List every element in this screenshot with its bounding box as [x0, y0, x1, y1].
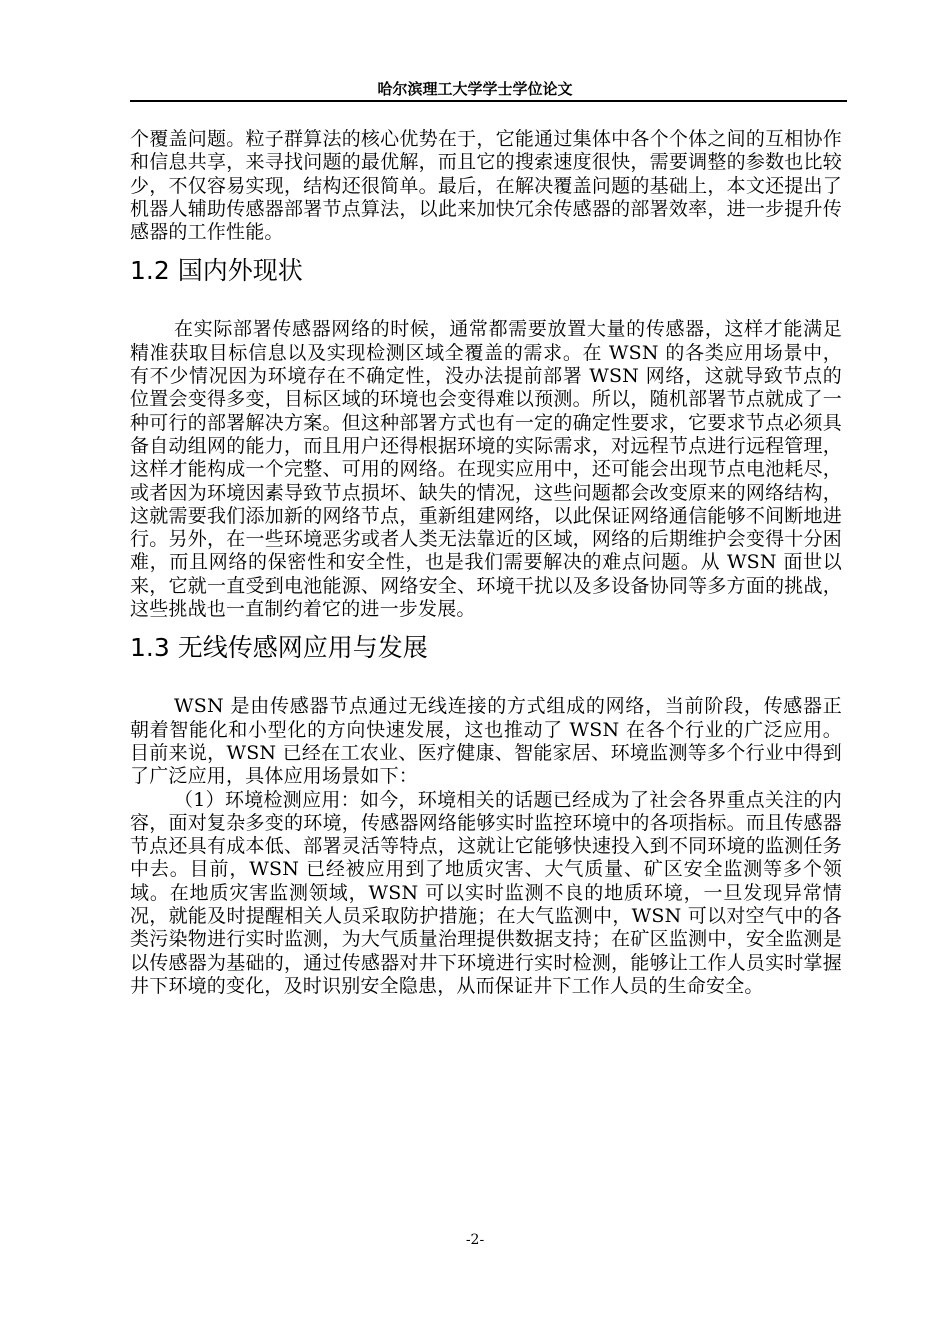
section-heading-1-3: 1.3 无线传感网应用与发展 [130, 633, 428, 663]
running-header: 哈尔滨理工大学学士学位论文 [377, 80, 573, 98]
page-body [130, 128, 842, 998]
section-1-3-paragraph-2: （1）环境检测应用：如今，环境相关的话题已经成为了社会各界重点关注的内容，面对复杂多变的环境，传感器网络能够实时监控环境中的各项指标。而且传感器节点还具有成本低、部署灵活等特点，这就让它能够快速投入到不同环境的监测任务中去。目前，WSN 已经被应用到了地质灾害、大气质量、矿区安全监测等多个领域。在地质灾害监测领域，WSN 可以实时监测不良的地质环境，一旦发现异常情况，就能及时提醒相关人员采取防护措施；在大气监测中，WSN 可以对空气中的各类污染物进行实时监测，为大气质量治理提供数据支持；在矿区监测中，安全监测是以传感器为基础的，通过传感器对井下环境进行实时检测，能够让工作人员实时掌握井下环境的变化，及时识别安全隐患，从而保证井下工作人员的生命安全。 [130, 788, 842, 997]
header-divider [130, 100, 847, 102]
section-heading-1-2: 1.2 国内外现状 [130, 256, 303, 286]
page-number: -2- [465, 1232, 485, 1248]
section-1-2-paragraph: 在实际部署传感器网络的时候，通常都需要放置大量的传感器，这样才能满足精准获取目标信息以及实现检测区域全覆盖的需求。在 WSN 的各类应用场景中，有不少情况因为环境存在不确定性，没办法提前部署 WSN 网络，这就导致节点的位置会变得多变，目标区域的环境也会变得难以预测。所以，随机部署节点就成了一种可行的部署解决方案。但这种部署方式也有一定的确定性要求，它要求节点必须具备自动组网的能力，而且用户还得根据环境的实际需求，对远程节点进行远程管理，这样才能构成一个完整、可用的网络。在现实应用中，还可能会出现节点电池耗尽，或者因为环境因素导致节点损坏、缺失的情况，这些问题都会改变原来的网络结构，这就需要我们添加新的网络节点，重新组建网络，以此保证网络通信能够不间断地进行。另外，在一些环境恶劣或者人类无法靠近的区域，网络的后期维护会变得十分困难，而且网络的保密性和安全性，也是我们需要解决的难点问题。从 WSN 面世以来，它就一直受到电池能源、网络安全、环境干扰以及多设备协同等多方面的挑战，这些挑战也一直制约着它的进一步发展。 [130, 318, 842, 621]
intro-paragraph-tail: 个覆盖问题。粒子群算法的核心优势在于，它能通过集体中各个个体之间的互相协作和信息共享，来寻找问题的最优解，而且它的搜索速度很快，需要调整的参数也比较少，不仅容易实现，结构还很简单。最后，在解决覆盖问题的基础上，本文还提出了机器人辅助传感器部署节点算法，以此来加快冗余传感器的部署效率，进一步提升传感器的工作性能。 [130, 128, 842, 244]
section-1-3-paragraph-1: WSN 是由传感器节点通过无线连接的方式组成的网络，当前阶段，传感器正朝着智能化和小型化的方向快速发展，这也推动了 WSN 在各个行业的广泛应用。目前来说，WSN 已经在工农业、医疗健康、智能家居、环境监测等多个行业中得到了广泛应用，具体应用场景如下： [130, 695, 842, 788]
